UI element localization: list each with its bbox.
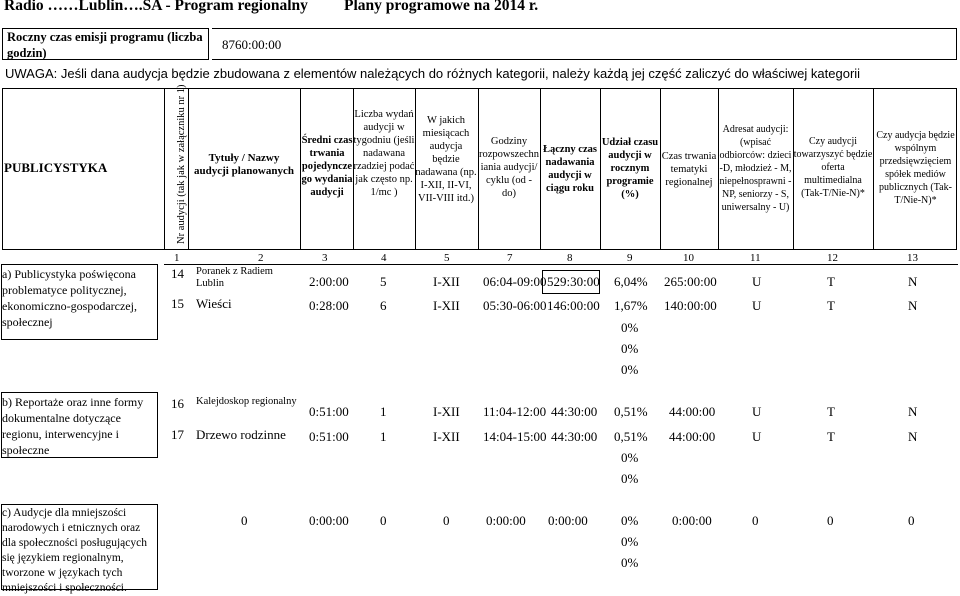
col-number: 13 bbox=[907, 252, 918, 264]
row-hours: 0:00:00 bbox=[486, 513, 526, 528]
col-header-regional: Czas trwania tematyki regionalnej bbox=[661, 151, 717, 188]
col-header-share: Udział czasu audycji w rocznym programie (%) bbox=[601, 137, 659, 200]
section-label-a: a) Publicystyka poświęcona problematyce politycznej, ekonomiczno-gospodarczej, społecznej bbox=[2, 267, 137, 329]
row-regional: 140:00:00 bbox=[664, 298, 717, 313]
row-title: Wieści bbox=[196, 296, 232, 311]
row-addressee: U bbox=[752, 404, 762, 419]
selected-cell-border bbox=[542, 270, 600, 294]
row-total: 529:30:00 bbox=[547, 274, 600, 289]
col-number: 12 bbox=[827, 252, 838, 264]
row-perweek: 0 bbox=[380, 513, 387, 528]
col-header-joint: Czy audycja będzie wspólnym przedsięwzięciem spółek mediów publicznych (Tak-T/Nie-N)* bbox=[876, 130, 955, 206]
row-avg: 2:00:00 bbox=[309, 274, 349, 289]
row-share: 0% bbox=[621, 513, 639, 528]
row-joint: N bbox=[908, 404, 918, 419]
row-multimedia: T bbox=[827, 429, 835, 444]
row-regional: 44:00:00 bbox=[669, 404, 716, 419]
rotated-header: Nr audycji (tak jak w załączniku nr 1) bbox=[176, 84, 187, 244]
row-nr: 17 bbox=[171, 427, 184, 442]
row-joint: N bbox=[908, 298, 918, 313]
row-multimedia: T bbox=[827, 274, 835, 289]
row-hours: 05:30-06:00 bbox=[483, 298, 547, 313]
page-title bbox=[4, 0, 539, 15]
row-regional: 0:00:00 bbox=[672, 513, 712, 528]
row-share: 0% bbox=[621, 450, 639, 465]
row-share: 0% bbox=[621, 534, 639, 549]
col-header-total: Łączny czas nadawania audycji w ciągu roku bbox=[543, 144, 597, 194]
row-total: 44:30:00 bbox=[551, 429, 598, 444]
col-number: 10 bbox=[683, 252, 694, 264]
row-title: Kalejdoskop regionalny bbox=[196, 396, 297, 407]
section-label-c: c) Audycje dla mniejszości narodowych i etnicznych oraz dla społeczności posługujących się językiem regionalnym, tworzone w językach tych mniejszości i społeczności. bbox=[2, 507, 147, 594]
col-number: 4 bbox=[381, 252, 387, 264]
row-addressee: U bbox=[752, 429, 762, 444]
section-box bbox=[1, 392, 158, 458]
section-box bbox=[1, 264, 158, 340]
row-months: I-XII bbox=[433, 429, 460, 444]
row-share: 0% bbox=[621, 471, 639, 486]
col-number: 7 bbox=[507, 252, 513, 264]
row-joint: 0 bbox=[908, 513, 915, 528]
row-hours: 14:04-15:00 bbox=[483, 429, 547, 444]
row-perweek: 6 bbox=[380, 298, 387, 313]
row-nr: 14 bbox=[171, 266, 184, 281]
row-share: 0,51% bbox=[614, 404, 648, 419]
col-header-multimedia: Czy audycji towarzyszyć będzie oferta multimedialna (Tak-T/Nie-N)* bbox=[793, 136, 873, 199]
row-share: 6,04% bbox=[614, 274, 648, 289]
divider bbox=[164, 88, 165, 250]
row-avg: 0:51:00 bbox=[309, 429, 349, 444]
row-months: 0 bbox=[443, 513, 450, 528]
row-months: I-XII bbox=[433, 404, 460, 419]
row-avg: 0:51:00 bbox=[309, 404, 349, 419]
col-number: 8 bbox=[567, 252, 573, 264]
col-number: 2 bbox=[258, 252, 264, 264]
row-total: 146:00:00 bbox=[547, 298, 600, 313]
col-number: 9 bbox=[627, 252, 633, 264]
row-avg: 0:00:00 bbox=[309, 513, 349, 528]
col-header-perweek: Liczba wydań audycji w tygodniu (jeśli nadawana rzadziej podać jak często np. 1/mc ) bbox=[353, 109, 415, 198]
emission-value[interactable]: 8760:00:00 bbox=[212, 28, 957, 60]
row-addressee: 0 bbox=[752, 513, 759, 528]
row-perweek: 1 bbox=[380, 404, 387, 419]
row-regional: 44:00:00 bbox=[669, 429, 716, 444]
col-header-hours: Godziny rozpowszechn iania audycji/ cyklu (od - do) bbox=[478, 136, 540, 199]
row-title: 0 bbox=[241, 513, 248, 528]
row-share: 0% bbox=[621, 341, 639, 356]
row-hours: 11:04-12:00 bbox=[483, 404, 547, 419]
row-joint: N bbox=[908, 429, 918, 444]
col-header-months: W jakich miesiącach audycja będzie nadawana (np. I-XII, II-VI, VII-VIII itd.) bbox=[415, 115, 477, 204]
row-title: Poranek z Radiem Lublin bbox=[196, 266, 273, 289]
col-header-title: Tytuły / Nazwy audycji planowanych bbox=[194, 152, 294, 177]
row-share: 0,51% bbox=[614, 429, 648, 444]
col-number: 11 bbox=[750, 252, 761, 264]
col-number: 5 bbox=[444, 252, 450, 264]
row-title: Drzewo rodzinne bbox=[196, 427, 286, 442]
row-regional: 265:00:00 bbox=[664, 274, 717, 289]
row-avg: 0:28:00 bbox=[309, 298, 349, 313]
section-title: PUBLICYSTYKA bbox=[4, 160, 108, 175]
col-number: 1 bbox=[174, 252, 180, 264]
col-header-addressee: Adresat audycji: (wpisać odbiorców: dzieci -D, młodzież - M, niepełnosprawni - NP, seniorzy - S, uniwersalny - U) bbox=[719, 124, 792, 213]
row-share: 1,67% bbox=[614, 298, 648, 313]
row-total: 44:30:00 bbox=[551, 404, 598, 419]
title-left: Radio ……Lublin….SA - Program regionalny bbox=[4, 0, 308, 14]
row-perweek: 5 bbox=[380, 274, 387, 289]
row-months: I-XII bbox=[433, 298, 460, 313]
col-number: 3 bbox=[322, 252, 328, 264]
section-label-b: b) Reportaże oraz inne formy dokumentalne dotyczące regionu, interwencyjne i społeczne bbox=[2, 395, 144, 457]
row-perweek: 1 bbox=[380, 429, 387, 444]
row-share: 0% bbox=[621, 362, 639, 377]
row-total: 0:00:00 bbox=[548, 513, 588, 528]
emission-label: Roczny czas emisji programu (liczba godzin) bbox=[2, 28, 209, 60]
row-multimedia: 0 bbox=[827, 513, 834, 528]
note: UWAGA: Jeśli dana audycja będzie zbudowana z elementów należących do różnych kategorii, należy każdą jej część zaliczyć do właściwej kategorii bbox=[5, 66, 861, 81]
row-addressee: U bbox=[752, 298, 762, 313]
row-addressee: U bbox=[752, 274, 762, 289]
row-hours: 06:04-09:00 bbox=[483, 274, 547, 289]
row-nr: 15 bbox=[171, 296, 184, 311]
row-multimedia: T bbox=[827, 298, 835, 313]
row-share: 0% bbox=[621, 320, 639, 335]
divider bbox=[188, 88, 189, 250]
row-share: 0% bbox=[621, 555, 639, 570]
row-months: I-XII bbox=[433, 274, 460, 289]
row-joint: N bbox=[908, 274, 918, 289]
row-nr: 16 bbox=[171, 396, 184, 411]
row-multimedia: T bbox=[827, 404, 835, 419]
section-box bbox=[1, 504, 158, 590]
col-header-avg: Średni czas trwania pojedyncze go wydania audycji bbox=[301, 135, 353, 198]
title-right: Plany programowe na 2014 r. bbox=[344, 0, 539, 14]
divider bbox=[164, 264, 958, 265]
